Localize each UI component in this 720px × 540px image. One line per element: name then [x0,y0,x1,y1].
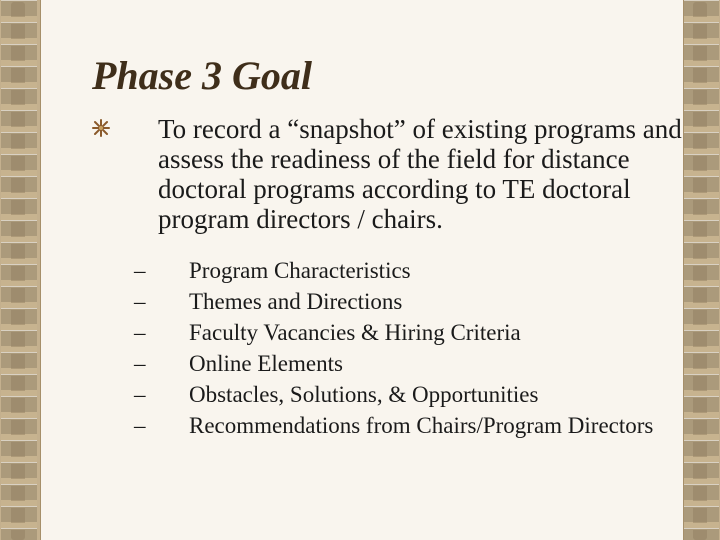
dash-marker: – [134,289,146,314]
list-item: – Recommendations from Chairs/Program Directors [134,410,653,441]
dash-marker: – [134,351,146,376]
dash-marker: – [134,382,146,407]
right-film-strip [682,0,720,540]
list-item: – Obstacles, Solutions, & Opportunities [134,379,653,410]
list-item: – Program Characteristics [134,255,653,286]
main-bullet-text: To record a “snapshot” of existing programs and assess the readiness of the field for distance doctoral programs according to TE doctoral program directors / chairs. [158,114,682,234]
slide-content-area [40,0,684,540]
slide-title: Phase 3 Goal [92,53,312,98]
list-item: – Online Elements [134,348,653,379]
sub-item-list [134,255,653,441]
list-item: – Faculty Vacancies & Hiring Criteria [134,317,653,348]
star-bullet-icon [92,119,110,137]
dash-marker: – [134,258,146,283]
list-item: – Themes and Directions [134,286,653,317]
dash-marker: – [134,320,146,345]
left-film-strip [0,0,38,540]
dash-marker: – [134,413,146,438]
